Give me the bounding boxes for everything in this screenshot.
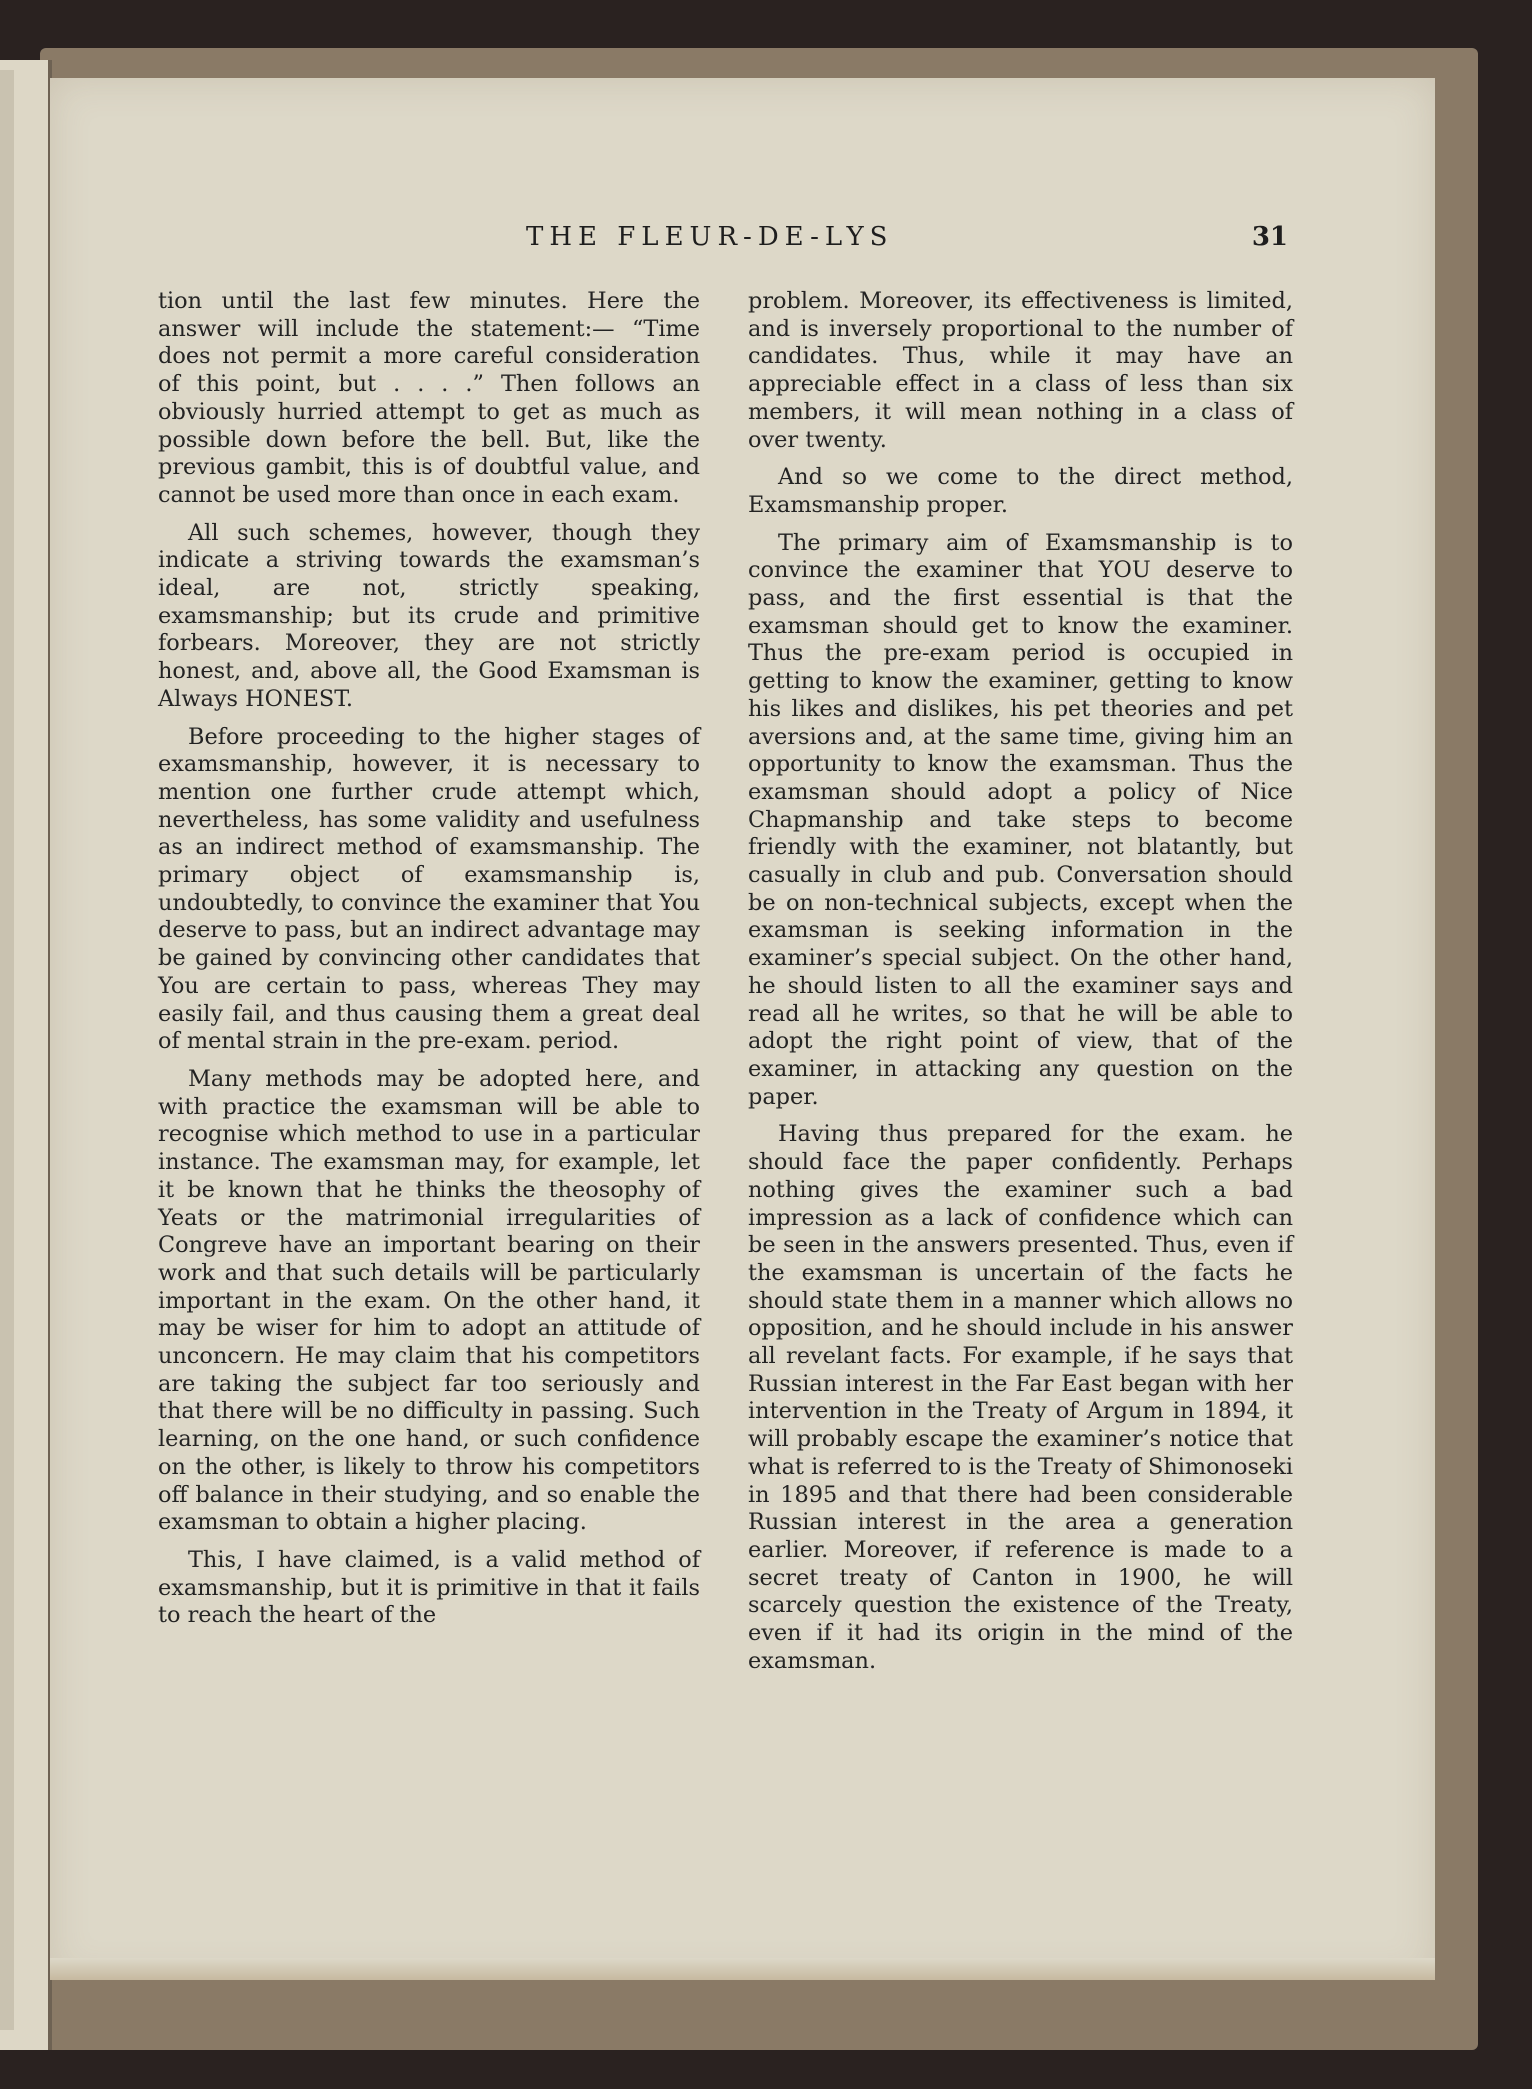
- paragraph: And so we come to the direct method, Examsmanship proper.: [748, 464, 1293, 518]
- paragraph: Many methods may be adopted here, and with practice the examsman will be able to recognise which method to use in a particular instance. The examsman may, for example, let it be known that he thinks the theosophy of Yeats or the matrimonial irregularities of Congreve have an important bearing on their work and that such details will be particularly important in the exam. On the other hand, it may be wiser for him to adopt an attitude of unconcern. He may claim that his competitors are taking the subject far too seriously and that there will be no difficulty in passing. Such learning, on the one hand, or such confidence on the other, is likely to throw his competitors off balance in their studying, and so enable the examsman to obtain a higher placing.: [158, 1065, 700, 1536]
- binding-strip: [0, 70, 14, 2030]
- left-column: [158, 288, 700, 1640]
- page-header: [108, 222, 1288, 262]
- page-bottom-edge: [50, 1958, 1435, 1980]
- paragraph: This, I have claimed, is a valid method of examsmanship, but it is primitive in that it fails to reach the heart of the: [158, 1546, 700, 1629]
- running-title: THE FLEUR-DE-LYS: [526, 222, 894, 252]
- page-number: 31: [1251, 222, 1288, 252]
- paragraph: problem. Moreover, its effectiveness is limited, and is inversely proportional to the number of candidates. Thus, while it may have an appreciable effect in a class of less than six members, it will mean nothing in a class of over twenty.: [748, 288, 1293, 453]
- paragraph: Before proceeding to the higher stages of examsmanship, however, it is necessary to mention one further crude attempt which, nevertheless, has some validity and usefulness as an indirect method of examsmanship. The primary object of examsmanship is, undoubtedly, to convince the examiner that You deserve to pass, but an indirect advantage may be gained by convincing other candidates that You are certain to pass, whereas They may easily fail, and thus causing them a great deal of mental strain in the pre-exam. period.: [158, 723, 700, 1055]
- paragraph: All such schemes, however, though they indicate a striving towards the examsman’s ideal, are not, strictly speaking, examsmanship; but its crude and primitive forbears. Moreover, they are not strictly honest, and, above all, the Good Examsman is Always HONEST.: [158, 519, 700, 712]
- paragraph: Having thus prepared for the exam. he should face the paper confidently. Perhaps nothing gives the examiner such a bad impression as a lack of confidence which can be seen in the answers presented. Thus, even if the examsman is uncertain of the facts he should state them in a manner which allows no opposition, and he should include in his answer all revelant facts. For example, if he says that Russian interest in the Far East began with her intervention in the Treaty of Argum in 1894, it will probably escape the examiner’s notice that what is referred to is the Treaty of Shimonoseki in 1895 and that there had been considerable Russian interest in the area a generation earlier. Moreover, if reference is made to a secret treaty of Canton in 1900, he will scarcely question the existence of the Treaty, even if it had its origin in the mind of the examsman.: [748, 1121, 1293, 1674]
- paragraph: The primary aim of Examsmanship is to convince the examiner that YOU deserve to pass, and the first essential is that the examsman should get to know the examiner. Thus the pre-exam period is occupied in getting to know the examiner, getting to know his likes and dislikes, his pet theories and pet aversions and, at the same time, giving him an opportunity to know the examsman. Thus the examsman should adopt a policy of Nice Chapmanship and take steps to become friendly with the examiner, not blatantly, but casually in club and pub. Conversation should be on non-technical subjects, except when the examsman is seeking information in the examiner’s special subject. On the other hand, he should listen to all the examiner says and read all he writes, so that he will be able to adopt the right point of view, that of the examiner, in attacking any question on the paper.: [748, 529, 1293, 1110]
- right-column: [748, 288, 1293, 1685]
- paragraph: tion until the last few minutes. Here the answer will include the statement:— “Time does not permit a more careful consideration of this point, but . . . .” Then follows an obviously hurried attempt to get as much as possible down before the bell. But, like the previous gambit, this is of doubtful value, and cannot be used more than once in each exam.: [158, 288, 700, 508]
